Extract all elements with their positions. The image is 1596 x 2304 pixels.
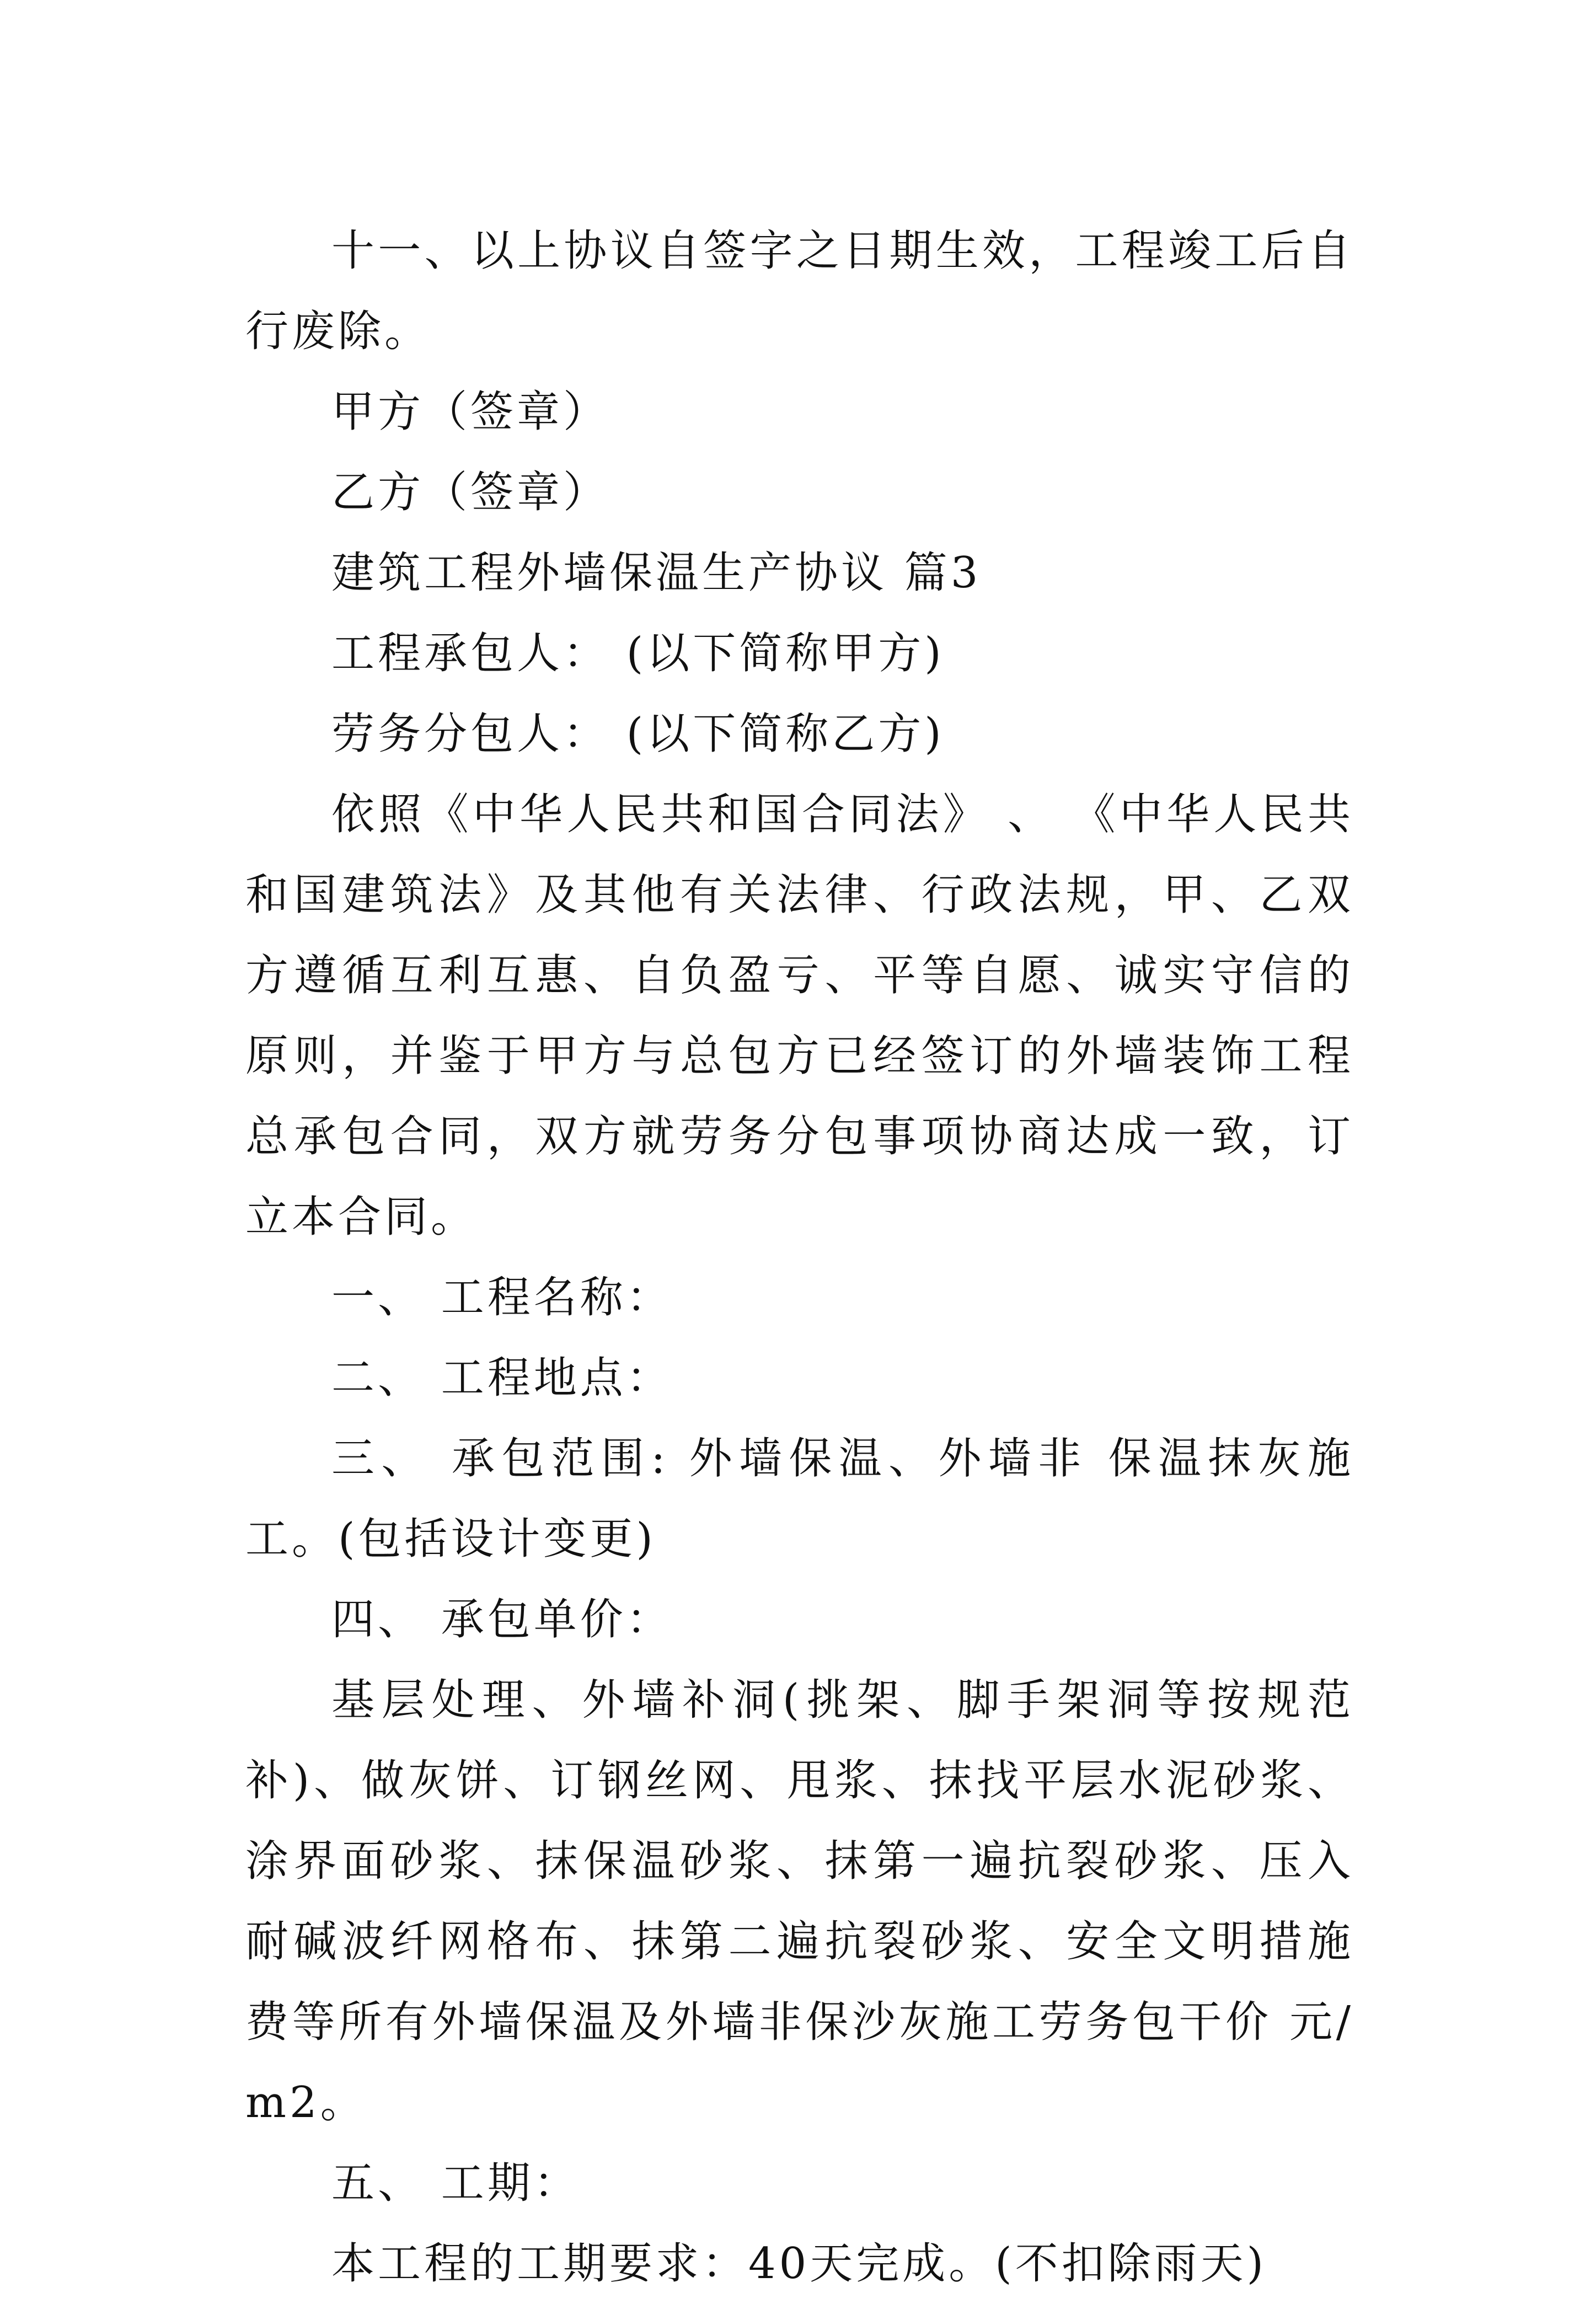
item-scope: 三、 承包范围: 外墙保温、外墙非 保温抹灰施工。(包括设计变更) [245,1434,1354,1564]
unit-price-details: 基层处理、外墙补洞(挑架、脚手架洞等按规范补)、做灰饼、订钢丝网、甩浆、抹找平层水泥砂浆、涂界面砂浆、抹保温砂浆、抹第一遍抗裂砂浆、压入耐碱波纤网格布、抹第二遍抗裂砂浆、安全文明措施费等所有外墙保温及外墙非保沙灰施工劳务包干价 元/m2。 [245,1675,1354,2128]
item-unit-price: 四、 承包单价： [331,1595,673,1644]
duration-details: 本工程的工期要求：40天完成。(不扣除雨天) [331,2239,1267,2289]
preamble-paragraph: 依照《中华人民共和国合同法》 、 《中华人民共和国建筑法》及其他有关法律、行政法规，甲、乙双方遵循互利互惠、自负盈亏、平等自愿、诚实守信的原则，并鉴于甲方与总包方已经签订的外墙装饰工程总承包合同，双方就劳务分包事项协商达成一致，订立本合同。 [245,790,1354,1242]
document-body [245,211,1354,2304]
section-heading: 建筑工程外墙保温生产协议 篇3 [331,548,982,598]
clause-eleven-effective: 十一、以上协议自签字之日期生效，工程竣工后自行废除。 [245,226,1354,356]
item-project-name: 一、 工程名称： [331,1273,673,1322]
contractor-line: 工程承包人： (以下简称甲方) [331,629,945,678]
party-a-signature: 甲方（签章） [331,387,610,437]
party-b-signature: 乙方（签章） [331,468,610,517]
subcontractor-line: 劳务分包人： (以下简称乙方) [331,709,945,759]
item-project-location: 二、 工程地点： [331,1353,673,1403]
item-duration: 五、 工期： [331,2158,580,2208]
